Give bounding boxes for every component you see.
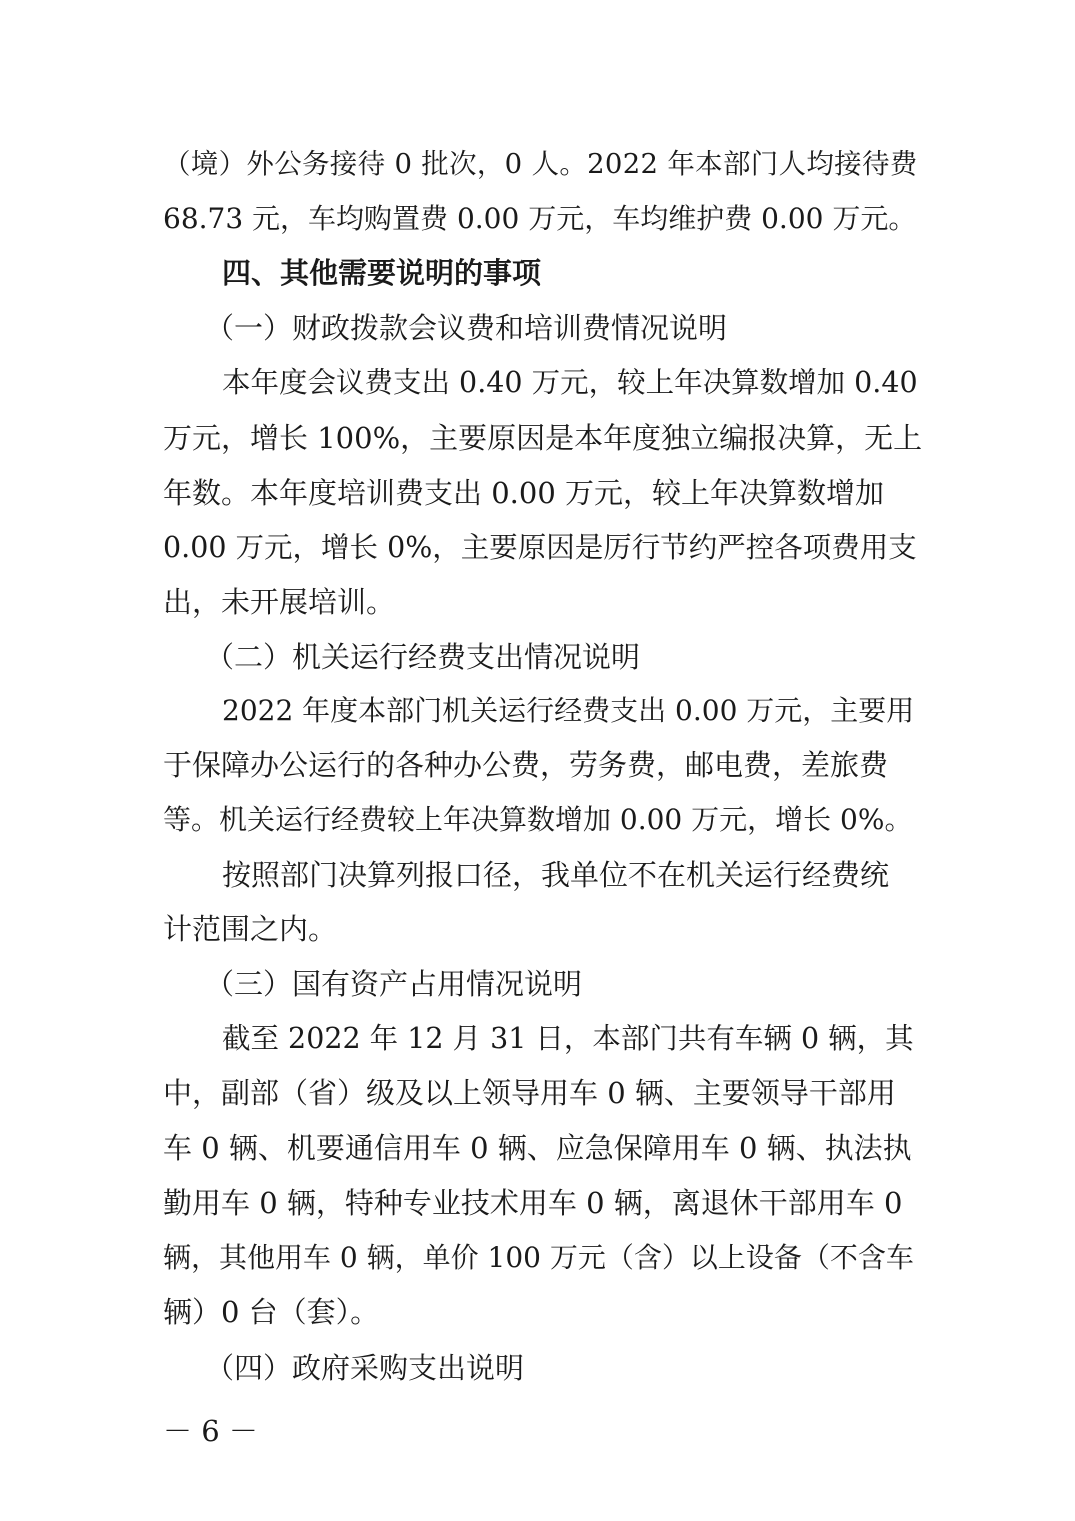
body-text-line: 出，未开展培训。 [163, 585, 396, 619]
body-text-line: （境）外公务接待 0 批次，0 人。2022 年本部门人均接待费 [163, 148, 918, 180]
body-text-line: 辆，其他用车 0 辆，单价 100 万元（含）以上设备（不含车 [163, 1241, 914, 1274]
body-text-line: 本年度会议费支出 0.40 万元，较上年决算数增加 0.40 [222, 366, 918, 399]
body-text-line: 中，副部（省）级及以上领导用车 0 辆、主要领导干部用 [163, 1076, 896, 1110]
subsection-heading: （四）政府采购支出说明 [205, 1351, 525, 1385]
body-text-line: 于保障办公运行的各种办公费，劳务费，邮电费，差旅费 [163, 748, 889, 782]
subsection-heading: （二）机关运行经费支出情况说明 [205, 640, 641, 674]
body-text-line: 按照部门决算列报口径，我单位不在机关运行经费统 [222, 858, 890, 892]
body-text-line: 0.00 万元，增长 0%，主要原因是厉行节约严控各项费用支 [163, 531, 917, 564]
page-number: － 6 － [163, 1414, 258, 1448]
body-text-line: 68.73 元，车均购置费 0.00 万元，车均维护费 0.00 万元。 [163, 202, 917, 235]
body-text-line: 年数。本年度培训费支出 0.00 万元，较上年决算数增加 [163, 476, 885, 510]
body-text-line: 等。机关运行经费较上年决算数增加 0.00 万元，增长 0%。 [163, 803, 913, 836]
body-text-line: 截至 2022 年 12 月 31 日，本部门共有车辆 0 辆，其 [222, 1022, 914, 1055]
subsection-heading: （三）国有资产占用情况说明 [205, 967, 583, 1001]
body-text-line: 勤用车 0 辆，特种专业技术用车 0 辆，离退休干部用车 0 [163, 1186, 903, 1220]
subsection-heading: （一）财政拨款会议费和培训费情况说明 [205, 311, 728, 345]
body-text-line: 2022 年度本部门机关运行经费支出 0.00 万元，主要用 [222, 694, 915, 727]
body-text-line: 万元，增长 100%，主要原因是本年度独立编报决算，无上 [163, 421, 923, 455]
section-heading: 四、其他需要说明的事项 [222, 256, 542, 290]
body-text-line: 车 0 辆、机要通信用车 0 辆、应急保障用车 0 辆、执法执 [163, 1131, 912, 1165]
body-text-line: 辆）0 台（套）。 [163, 1295, 380, 1329]
body-text-line: 计范围之内。 [163, 912, 338, 946]
